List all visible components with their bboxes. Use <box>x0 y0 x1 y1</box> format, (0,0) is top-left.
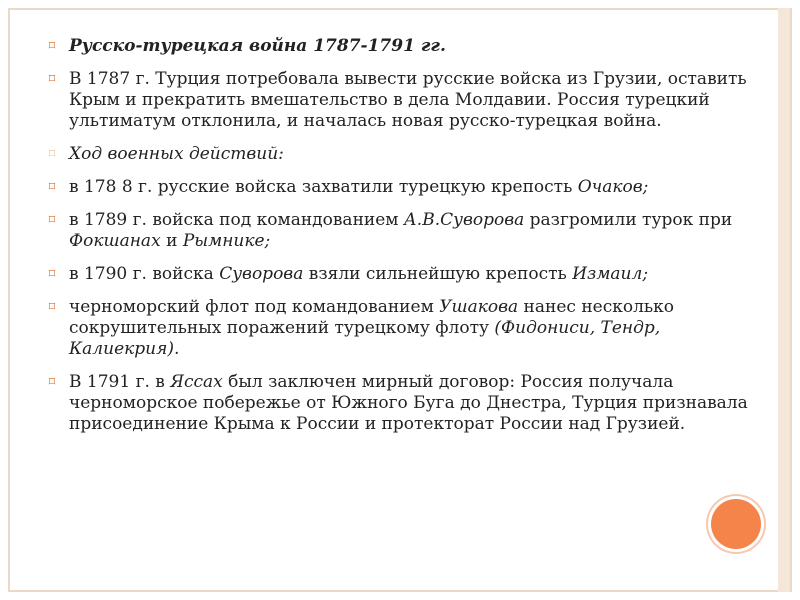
bullet-icon: ⌑ <box>48 39 56 54</box>
item-text <box>69 264 648 284</box>
bullet-icon: ⌑ <box>48 180 56 195</box>
item-text <box>69 297 674 359</box>
list-item <box>45 36 755 57</box>
frame-edge-decoration <box>778 8 790 592</box>
text-run: в 178 8 г. русские войска захватили турецкую крепость <box>69 177 578 197</box>
list-item <box>45 177 755 198</box>
text-run-italic: Очаков; <box>577 177 649 197</box>
text-run: разгромили турок при <box>524 210 733 230</box>
text-run: в 1789 г. войска под командованием <box>69 210 404 230</box>
heading-war: Русско-турецкая война 1787-1791 гг. <box>69 36 446 56</box>
bullet-icon: ⌑ <box>48 375 56 390</box>
text-run: В 1791 г. в <box>69 372 171 392</box>
text-run-italic: (Фидониси, Тендр, Калиекрия). <box>69 318 661 359</box>
text-run: и <box>160 231 183 251</box>
text-run: нанес несколько сокрушительных поражений турецкому флоту <box>69 297 675 338</box>
list-item <box>45 210 755 252</box>
text-run: был заключен мирный договор: Россия получала черноморское побережье от Южного Буга до Днестра, Турция признавала присоединение Крыма к России и протекторат России над Грузией. <box>69 372 748 434</box>
text-run-italic: Рымнике; <box>182 231 271 251</box>
list-item <box>45 144 755 165</box>
item-text <box>69 210 732 251</box>
list-item <box>45 69 755 132</box>
text-run-italic: Яссах <box>170 372 223 392</box>
text-run: черноморский флот под командованием <box>69 297 440 317</box>
item-text <box>69 372 748 434</box>
text-run: взяли сильнейшую крепость <box>303 264 573 284</box>
text-run-italic: Фокшанах <box>69 231 161 251</box>
text-run: В 1787 г. Турция потребовала вывести русские войска из Грузии, оставить Крым и прекратить вмешательство в дела Молдавии. Россия турецкий ультиматум отклонила, и началась новая русско-турецкая война. <box>69 69 747 131</box>
subheading-course: Ход военных действий: <box>69 144 284 164</box>
item-text <box>69 144 284 164</box>
bullet-icon: ⌑ <box>48 213 56 228</box>
text-run-italic: Суворова <box>219 264 304 284</box>
item-text <box>69 69 747 131</box>
decorative-circle <box>711 499 761 549</box>
bullet-icon: ⌑ <box>48 267 56 282</box>
list-item <box>45 297 755 360</box>
slide-content <box>45 36 755 447</box>
item-text <box>69 177 648 197</box>
text-run: в 1790 г. войска <box>69 264 220 284</box>
item-text <box>69 36 446 56</box>
list-item <box>45 372 755 435</box>
list-item <box>45 264 755 285</box>
bullet-icon: ⌑ <box>48 72 56 87</box>
text-run-italic: Ушакова <box>439 297 519 317</box>
text-run-italic: Измаил; <box>572 264 649 284</box>
bullet-icon: ⌑ <box>48 147 56 162</box>
text-run-italic: А.В.Суворова <box>403 210 525 230</box>
bullet-icon: ⌑ <box>48 300 56 315</box>
